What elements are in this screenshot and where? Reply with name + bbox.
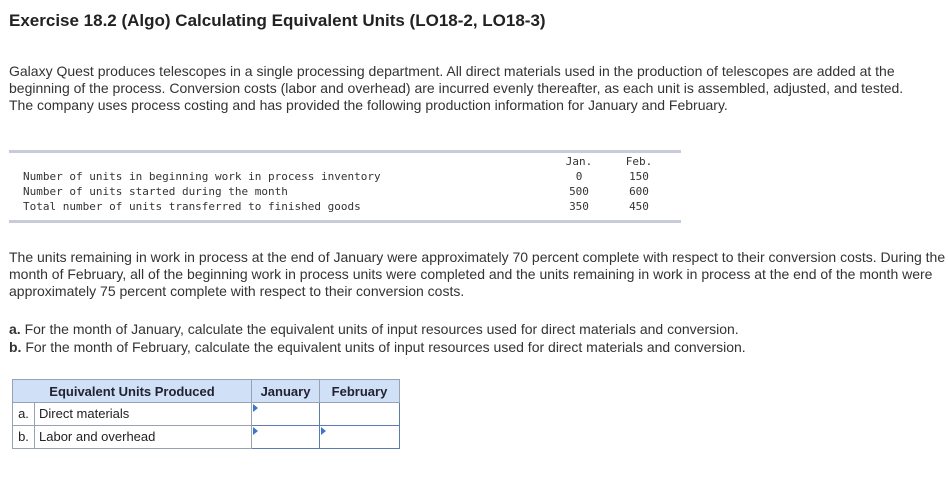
question-b bbox=[9, 338, 746, 356]
labor-overhead-january-input[interactable] bbox=[252, 427, 319, 447]
row-feb-value: 450 bbox=[629, 200, 649, 213]
question-a bbox=[9, 320, 739, 338]
question-letter: b. bbox=[9, 339, 22, 355]
production-table bbox=[9, 150, 681, 223]
row-feb-value: 150 bbox=[629, 170, 649, 183]
table-row bbox=[9, 200, 681, 215]
input-flag-icon bbox=[253, 427, 258, 435]
direct-materials-january-input[interactable] bbox=[252, 404, 319, 424]
input-flag-icon bbox=[321, 427, 326, 435]
exercise-title: Exercise 18.2 (Algo) Calculating Equivalent Units (LO18-2, LO18-3) bbox=[9, 11, 546, 30]
row-label: Total number of units transferred to finished goods bbox=[23, 200, 361, 213]
question-text: For the month of February, calculate the equivalent units of input resources used for direct materials and conversion. bbox=[25, 339, 746, 355]
col-header-feb: Feb. bbox=[625, 155, 653, 168]
intro-paragraph: Galaxy Quest produces telescopes in a single processing department. All direct materials used in the production of telescopes are added at the beginning of the process. Conversion costs (labor and overhead) are incurred evenly thereafter, as each unit is assembled, adjusted, and tested. The company uses process costing and has provided the following production information for January and February. bbox=[9, 63, 904, 113]
answer-table-header: Equivalent Units Produced bbox=[13, 380, 252, 403]
direct-materials-february-input[interactable] bbox=[320, 404, 399, 424]
row-label: Number of units started during the month bbox=[23, 185, 288, 198]
answer-row-label-cell bbox=[13, 426, 252, 449]
table-header-row bbox=[9, 155, 681, 170]
row-label: Labor and overhead bbox=[39, 429, 156, 444]
row-letter: b. bbox=[13, 426, 35, 448]
col-header-jan: Jan. bbox=[565, 155, 593, 168]
row-jan-value: 500 bbox=[569, 185, 589, 198]
table-row bbox=[9, 170, 681, 185]
answer-col-january: January bbox=[252, 380, 320, 403]
answer-row-label-cell bbox=[13, 403, 252, 426]
table-bottom-rule bbox=[9, 220, 681, 223]
mid-paragraph: The units remaining in work in process at the end of January were approximately 70 percent complete with respect to their conversion costs. During the month of February, all of the beginning work in process units were completed and the units remaining in work in process at the end of the month were approximately 75 percent complete with respect to their conversion costs. bbox=[9, 249, 946, 299]
answer-row-direct-materials bbox=[13, 403, 400, 426]
labor-overhead-february-input[interactable] bbox=[320, 427, 399, 447]
row-jan-value: 0 bbox=[575, 170, 583, 183]
answer-cell bbox=[252, 403, 320, 426]
answer-cell bbox=[252, 426, 320, 449]
input-flag-icon bbox=[253, 404, 258, 412]
table-row bbox=[9, 185, 681, 200]
row-label: Number of units in beginning work in process inventory bbox=[23, 170, 381, 183]
question-text: For the month of January, calculate the equivalent units of input resources used for direct materials and conversion. bbox=[24, 321, 739, 337]
answer-cell bbox=[320, 426, 400, 449]
row-jan-value: 350 bbox=[569, 200, 589, 213]
answer-table bbox=[12, 379, 400, 449]
answer-row-labor-overhead bbox=[13, 426, 400, 449]
question-letter: a. bbox=[9, 321, 21, 337]
row-label: Direct materials bbox=[39, 406, 130, 421]
row-feb-value: 600 bbox=[629, 185, 649, 198]
table-top-rule bbox=[9, 150, 681, 153]
answer-cell bbox=[320, 403, 400, 426]
answer-col-february: February bbox=[320, 380, 400, 403]
row-letter: a. bbox=[13, 403, 35, 425]
